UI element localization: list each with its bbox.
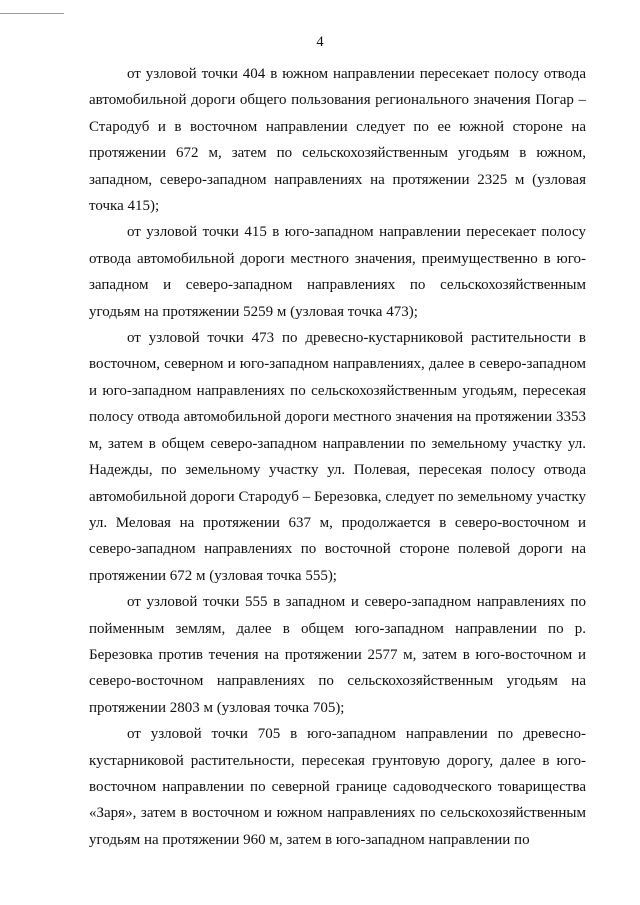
top-rule-line [0,13,64,14]
paragraph-node-404: от узловой точки 404 в южном направлении пересекает полосу отвода автомобильной дороги общего пользования регионального значения Погар – Стародуб и в восточном направлении следует по ее южной стороне на протяжении 672 м, затем по сельскохозяйственным угодьям в южном, западном, северо-западном направлениях на протяжении 2325 м (узловая точка 415); [89,66,586,215]
paragraph-node-473: от узловой точки 473 по древесно-кустарниковой растительности в восточном, северном и юго-западном направлениях, далее в северо-западном и юго-западном направлениях по сельскохозяйственным угодьям, пересекая полосу отвода автомобильной дороги местного значения на протяжении 3353 м, затем в общем северо-западном направлении по земельному участку ул. Надежды, по земельному участку ул. Полевая, пересекая полосу отвода автомобильной дороги Стародуб – Березовка, следует по земельному участку ул. Меловая на протяжении 637 м, продолжается в северо-восточном и северо-западном направлениях по восточной стороне полевой дороги на протяжении 672 м (узловая точка 555); [89,330,586,584]
page-number: 4 [316,34,324,50]
paragraph-node-555: от узловой точки 555 в западном и северо-западном направлениях по пойменным землям, далее в общем юго-западном направлении по р. Березовка против течения на протяжении 2577 м, затем в юго-восточном и северо-восточном направлениях по сельскохозяйственным угодьям на протяжении 2803 м (узловая точка 705); [89,594,586,716]
paragraph-node-415: от узловой точки 415 в юго-западном направлении пересекает полосу отвода автомобильной дороги местного значения, преимущественно в юго-западном и северо-западном направлениях по сельскохозяйственным угодьям на протяжении 5259 м (узловая точка 473); [89,224,586,320]
paragraph-node-705: от узловой точки 705 в юго-западном направлении по древесно-кустарниковой растительности, пересекая грунтовую дорогу, далее в юго-восточном направлении по северной границе садоводческого товарищества «Заря», затем в восточном и южном направлениях по сельскохозяйственным угодьям на протяжении 960 м, затем в юго-западном направлении по [89,726,586,848]
document-body [89,61,586,853]
